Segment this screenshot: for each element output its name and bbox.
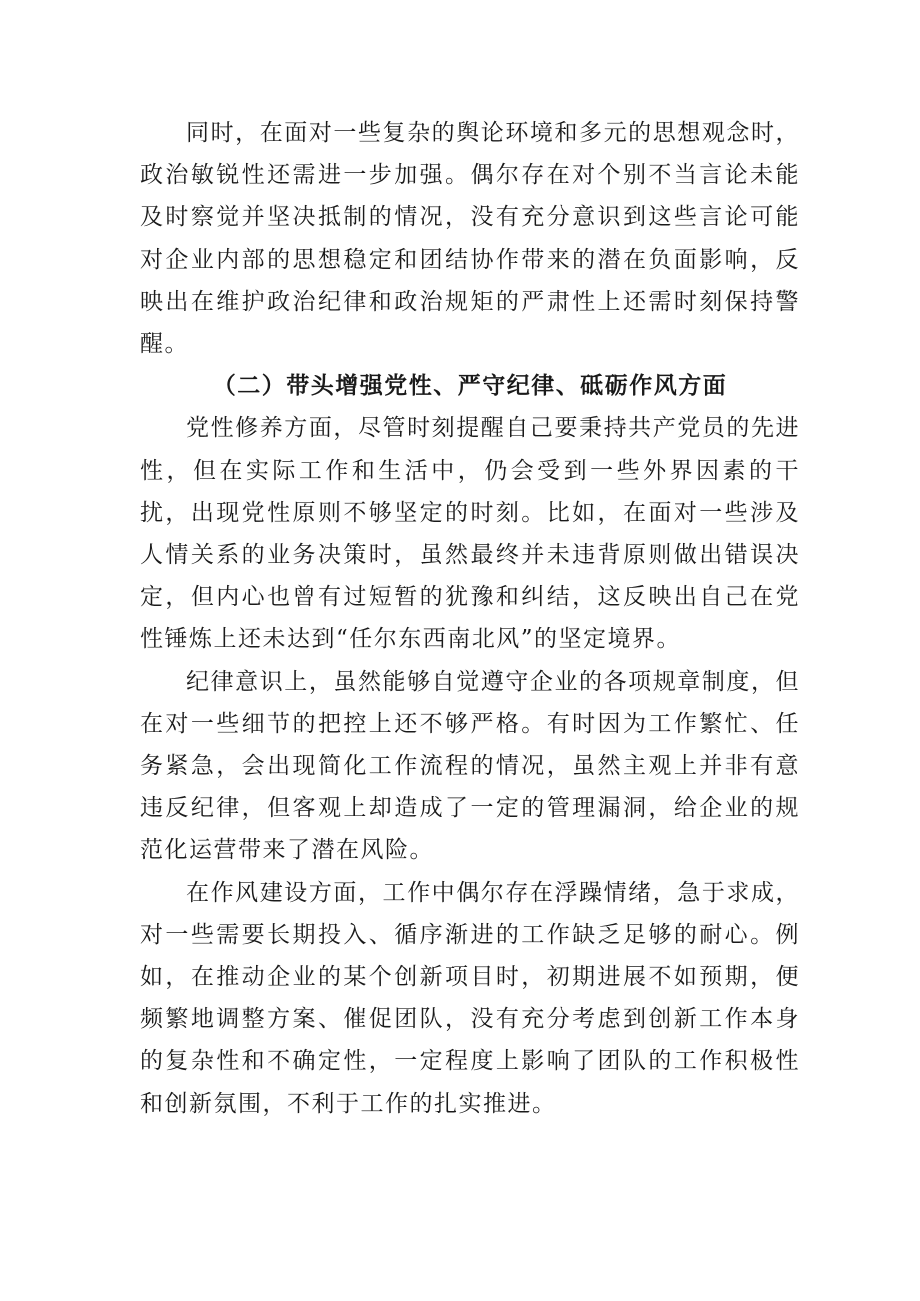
- paragraph-discipline: 纪律意识上，虽然能够自觉遵守企业的各项规章制度，但在对一些细节的把控上还不够严格。有时因为工作繁忙、任务紧急，会出现简化工作流程的情况，虽然主观上并非有意违反纪律，但客观上却造成了一定的管理漏洞，给企业的规范化运营带来了潜在风险。: [140, 668, 800, 864]
- document-body: [140, 112, 800, 1125]
- paragraph-party-spirit: 党性修养方面，尽管时刻提醒自己要秉持共产党员的先进性，但在实际工作和生活中，仍会受到一些外界因素的干扰，出现党性原则不够坚定的时刻。比如，在面对一些涉及人情关系的业务决策时，虽然最终并未违背原则做出错误决定，但内心也曾有过短暂的犹豫和纠结，这反映出自己在党性锤炼上还未达到“任尔东西南北风”的坚定境界。: [140, 415, 800, 653]
- paragraph-work-style: 在作风建设方面，工作中偶尔存在浮躁情绪，急于求成，对一些需要长期投入、循序渐进的工作缺乏足够的耐心。例如，在推动企业的某个创新项目时，初期进展不如预期，便频繁地调整方案、催促团队，没有充分考虑到创新工作本身的复杂性和不确定性，一定程度上影响了团队的工作积极性和创新氛围，不利于工作的扎实推进。: [140, 879, 800, 1117]
- paragraph-political-sensitivity: 同时，在面对一些复杂的舆论环境和多元的思想观念时，政治敏锐性还需进一步加强。偶尔存在对个别不当言论未能及时察觉并坚决抵制的情况，没有充分意识到这些言论可能对企业内部的思想稳定和团结协作带来的潜在负面影响，反映出在维护政治纪律和政治规矩的严肃性上还需时刻保持警醒。: [140, 120, 800, 358]
- section-heading: （二）带头增强党性、严守纪律、砥砺作风方面: [212, 373, 728, 400]
